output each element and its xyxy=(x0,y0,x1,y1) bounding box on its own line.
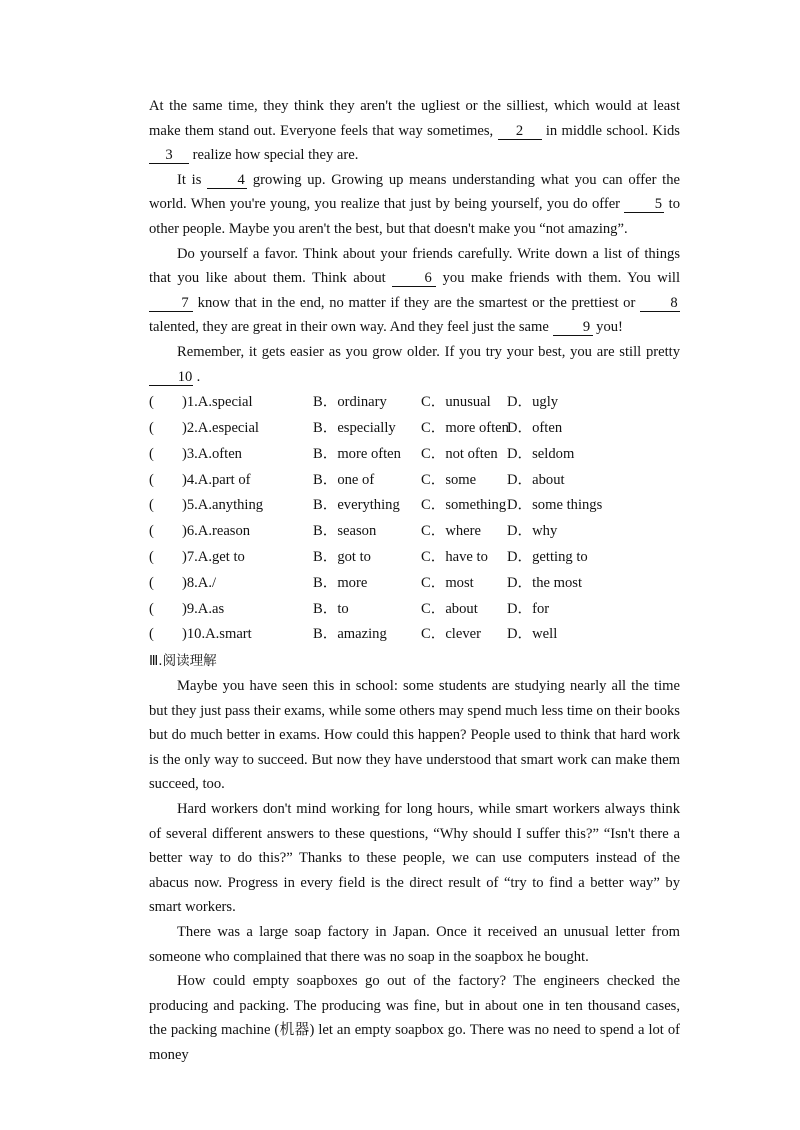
option-d: D．seldom xyxy=(507,445,575,462)
option-d: D．often xyxy=(507,419,563,436)
blank-5: 5 xyxy=(624,196,664,213)
reading-paragraph-2: Hard workers don't mind working for long hours, while smart workers always think of several different answers to these questions, “Why should I suffer this?” “Isn't there a better way to do this?” Thanks to these people, we can use computers instead of the abacus now. Progress in every field is the direct result of “try to find a better way” by smart workers. xyxy=(149,801,680,916)
question-row xyxy=(149,390,680,416)
question-row xyxy=(149,519,680,545)
blank-3: 3 xyxy=(149,147,189,164)
option-a: )8.A./ xyxy=(182,574,217,591)
reading-paragraph-3: There was a large soap factory in Japan. Once it received an unusual letter from someone who complained that there was no soap in the soapbox he bought. xyxy=(149,924,680,965)
answer-paren: ( xyxy=(149,394,154,411)
option-c: C．more often xyxy=(421,419,509,436)
passage-text: realize how special they are. xyxy=(189,147,359,164)
option-a: )1.A.special xyxy=(182,394,253,411)
question-row xyxy=(149,597,680,623)
answer-paren: ( xyxy=(149,574,154,591)
option-a: )9.A.as xyxy=(182,600,225,617)
option-b: B．ordinary xyxy=(313,394,387,411)
passage-text: you make friends with them. You will xyxy=(436,270,681,287)
reading-paragraph-1: Maybe you have seen this in school: some students are studying nearly all the time but they just pass their exams, while some others may spend much less time on their books but do much better in exams. How could this happen? People used to think that hard work is the only way to succeed. But now they have understood that smart work can make them succeed, too. xyxy=(149,678,680,793)
option-a: )10.A.smart xyxy=(182,626,252,643)
option-b: B．more often xyxy=(313,445,401,462)
option-d: D．why xyxy=(507,523,558,540)
passage-paragraph-2 xyxy=(149,168,680,242)
option-b: B．amazing xyxy=(313,626,387,643)
answer-paren: ( xyxy=(149,600,154,617)
option-a: )4.A.part of xyxy=(182,471,251,488)
question-list xyxy=(149,390,680,648)
passage-text: At the same time, they think they aren't the ugliest or the silliest, which would at least make them stand out. Everyone feels that way sometimes, xyxy=(149,98,680,139)
option-d: D．the most xyxy=(507,574,582,591)
answer-paren: ( xyxy=(149,497,154,514)
passage-text: know that in the end, no matter if they are the smartest or the prettiest or xyxy=(193,294,640,311)
option-a: )3.A.often xyxy=(182,445,242,462)
question-row xyxy=(149,442,680,468)
question-row xyxy=(149,468,680,494)
option-b: B．more xyxy=(313,574,368,591)
option-c: C．not often xyxy=(421,445,498,462)
answer-paren: ( xyxy=(149,626,154,643)
answer-paren: ( xyxy=(149,548,154,565)
option-b: B．one of xyxy=(313,471,375,488)
option-d: D．ugly xyxy=(507,394,559,411)
passage-text: you! xyxy=(592,319,623,336)
option-b: B．season xyxy=(313,523,377,540)
option-c: C．about xyxy=(421,600,478,617)
reading-paragraph-4: How could empty soapboxes go out of the factory? The engineers checked the producing and packing. The producing was fine, but in about one in ten thousand cases, the packing machine (机器) let an empty soapbox go. There was no need to spend a lot of money xyxy=(149,973,680,1063)
passage-text: to other people. Maybe you aren't the best, but that doesn't make you “not amazing”. xyxy=(149,196,680,237)
passage-text: . xyxy=(193,368,201,385)
option-d: D．for xyxy=(507,600,550,617)
blank-6: 6 xyxy=(392,270,436,287)
blank-9: 9 xyxy=(553,319,593,336)
option-c: C．where xyxy=(421,523,481,540)
answer-paren: ( xyxy=(149,445,154,462)
passage-text: in middle school. Kids xyxy=(541,122,680,139)
blank-2: 2 xyxy=(498,123,542,140)
option-c: C．have to xyxy=(421,548,488,565)
passage-text: growing up. Growing up means understanding what you can offer the world. When you're young, you realize that just by being yourself, you do offer xyxy=(149,171,680,213)
option-b: B．everything xyxy=(313,497,400,514)
section-heading: Ⅲ.阅读理解 xyxy=(149,653,217,670)
question-row xyxy=(149,493,680,519)
passage-text: talented, they are great in their own way. And they feel just the same xyxy=(149,319,553,336)
passage-paragraph-3 xyxy=(149,242,680,340)
question-row xyxy=(149,416,680,442)
passage-text: Remember, it gets easier as you grow older. If you try your best, you are still pretty xyxy=(177,343,680,360)
option-c: C．clever xyxy=(421,626,481,643)
answer-paren: ( xyxy=(149,419,154,436)
option-c: C．most xyxy=(421,574,474,591)
answer-paren: ( xyxy=(149,523,154,540)
option-c: C．something xyxy=(421,497,507,514)
passage-paragraph-1 xyxy=(149,94,680,168)
option-b: B．got to xyxy=(313,548,371,565)
question-row xyxy=(149,571,680,597)
answer-paren: ( xyxy=(149,471,154,488)
blank-7: 7 xyxy=(149,295,193,312)
blank-10: 10 xyxy=(149,369,193,386)
option-c: C．some xyxy=(421,471,477,488)
option-c: C．unusual xyxy=(421,394,491,411)
blank-8: 8 xyxy=(640,295,680,312)
option-d: D．well xyxy=(507,626,558,643)
option-d: D．some things xyxy=(507,497,603,514)
option-a: )5.A.anything xyxy=(182,497,264,514)
option-d: D．about xyxy=(507,471,565,488)
option-b: B．especially xyxy=(313,419,396,436)
question-row xyxy=(149,622,680,648)
blank-4: 4 xyxy=(207,172,247,189)
document-page xyxy=(149,94,680,1068)
passage-text: Do yourself a favor. Think about your friends carefully. Write down a list of things that you like about them. Think about xyxy=(149,245,680,287)
option-b: B．to xyxy=(313,600,349,617)
option-a: )2.A.especial xyxy=(182,419,259,436)
option-a: )6.A.reason xyxy=(182,523,251,540)
question-row xyxy=(149,545,680,571)
option-d: D．getting to xyxy=(507,548,588,565)
passage-text: It is xyxy=(177,171,208,188)
passage-paragraph-4 xyxy=(149,340,680,389)
option-a: )7.A.get to xyxy=(182,548,245,565)
